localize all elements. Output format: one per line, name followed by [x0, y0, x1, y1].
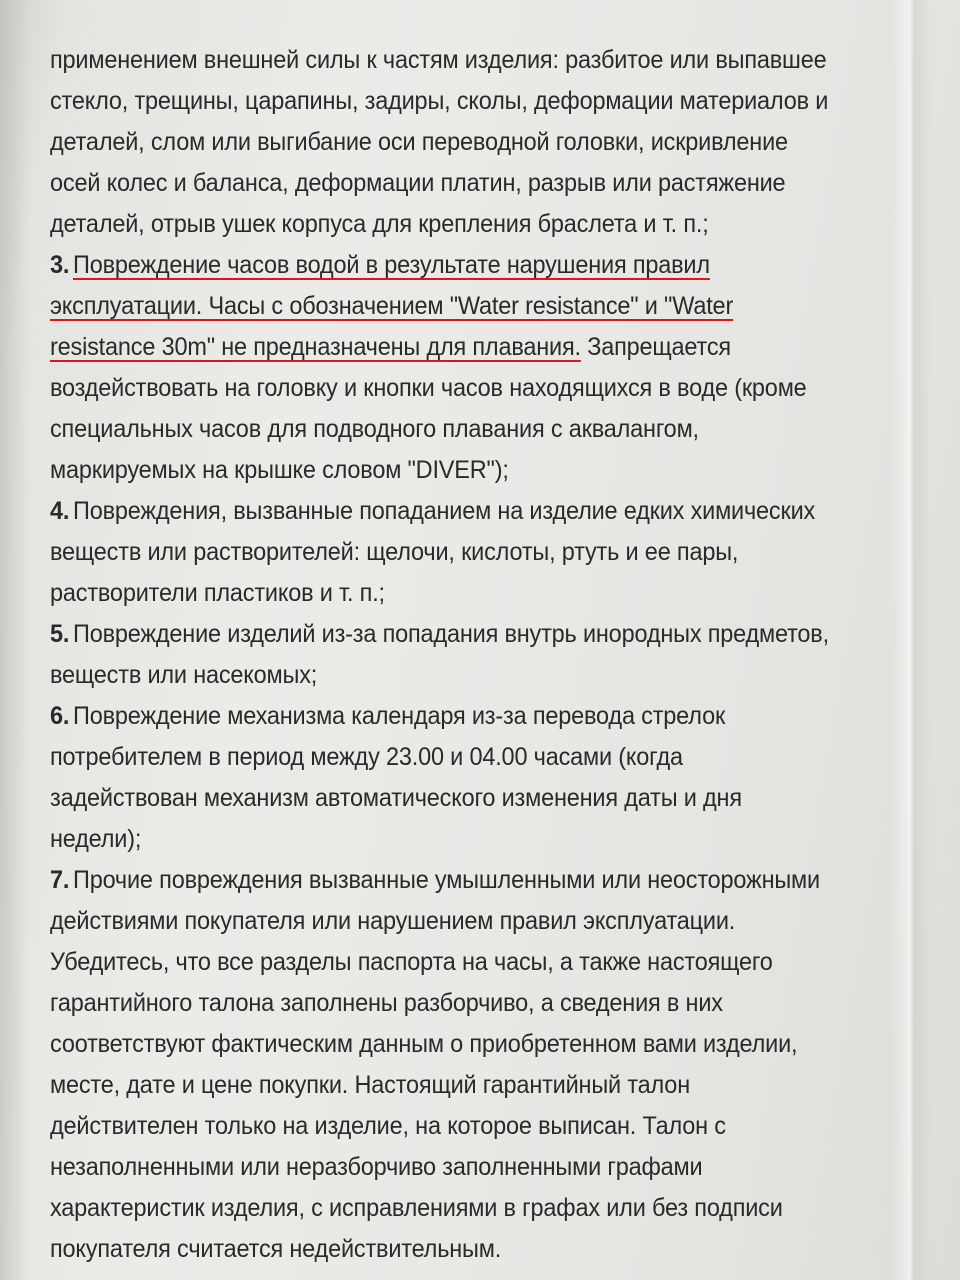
list-item-7: [50, 860, 830, 1270]
list-item-3: [50, 245, 830, 491]
item-number: 5.: [50, 620, 70, 648]
item-text: Повреждение изделий из-за попадания внутрь инородных предметов, веществ или насекомых;: [50, 620, 829, 689]
paper-fold: [892, 0, 932, 1280]
paper-shadow-left: [0, 0, 30, 1280]
item-number: 4.: [50, 497, 70, 525]
highlighted-text: Повреждение часов водой в результате нарушения правил эксплуатации. Часы с обозначением "Water resistance" и "Water resistance 30m" не предназначены для плавания.: [50, 251, 734, 361]
item-number: 7.: [50, 866, 70, 894]
intro-paragraph: применением внешней силы к частям изделия: разбитое или выпавшее стекло, трещины, царапины, задиры, сколы, деформации материалов и деталей, слом или выгибание оси переводной головки, искривление осей колес и баланса, деформации платин, разрыв или растяжение деталей, отрыв ушек корпуса для крепления браслета и т. п.;: [50, 46, 829, 238]
item-text: Прочие повреждения вызванные умышленными или неосторожными действиями покупателя или нарушением правил эксплуатации. Убедитесь, что все разделы паспорта на часы, а также настоящего гарантийного талона заполнены разборчиво, а сведения в них соответствуют фактическим данным о приобретенном вами изделии, месте, дате и цене покупки. Настоящий гарантийный талон действителен только на изделие, на которое выписан. Талон с незаполненными или неразборчиво заполненными графами характеристик изделия, с исправлениями в графах или без подписи покупателя считается недействительным.: [50, 866, 820, 1263]
item-text: Повреждения, вызванные попаданием на изделие едких химических веществ или растворителей: щелочи, кислоты, ртуть и ее пары, растворители пластиков и т. п.;: [50, 497, 816, 607]
list-item-4: [50, 491, 830, 614]
list-item-6: [50, 696, 830, 860]
list-item-5: [50, 614, 830, 696]
item-text: Повреждение механизма календаря из-за перевода стрелок потребителем в период между 23.00 и 04.00 часами (когда задействован механизм автоматического изменения даты и дня недели);: [50, 702, 742, 853]
item-number: 6.: [50, 702, 70, 730]
document-page: [50, 40, 830, 1270]
item-number: 3.: [50, 251, 70, 279]
item-text: Запрещается воздействовать на головку и кнопки часов находящихся в воде (кроме специальных часов для подводного плавания с аквалангом, маркируемых на крышке словом "DIVER");: [50, 333, 807, 484]
